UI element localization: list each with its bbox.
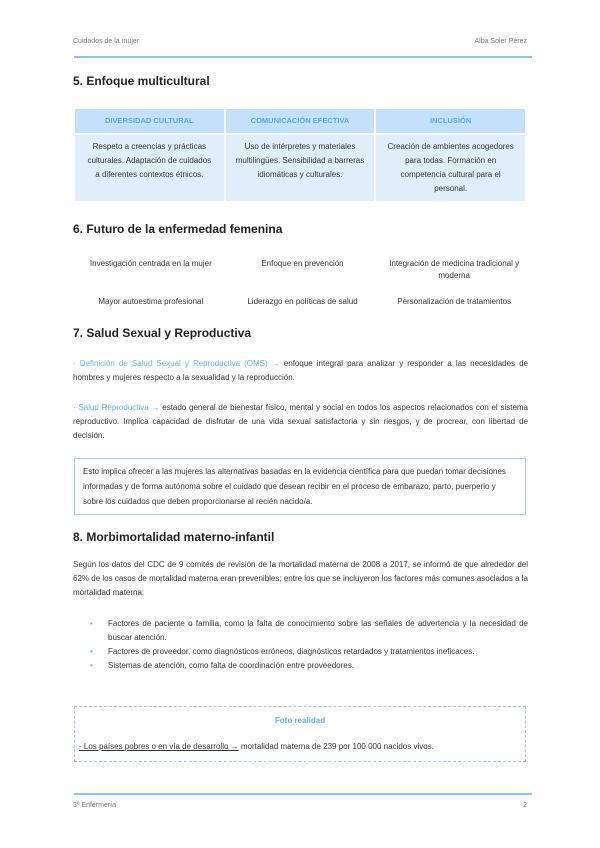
definition-text: enfoque integral para analizar y responder a las necesidades de hombres y mujeres respecto a la sexualidad y la reproducción. <box>73 359 528 382</box>
foto-line <box>75 742 525 751</box>
footer-rule <box>74 793 532 795</box>
future-item: Investigación centrada en la mujer <box>89 259 212 268</box>
section-6-title: 6. Futuro de la enfermedad femenina <box>73 222 283 236</box>
page-number: 2 <box>523 802 527 809</box>
foto-realidad-box <box>74 706 526 762</box>
page-header <box>73 38 527 45</box>
table-header: COMUNICACIÓN EFECTIVA <box>226 109 375 133</box>
table-header: INCLUSIÓN <box>376 109 525 133</box>
foto-text: mortalidad materna de 239 por 100 000 nacidos vivos. <box>238 742 434 751</box>
section-8-title: 8. Morbimortalidad materno-infantil <box>73 530 275 544</box>
definition-paragraph <box>73 357 528 385</box>
table-cell: Respeto a creencias y prácticas culturales. Adaptación de cuidados a diferentes contextos étnicos. <box>75 135 224 201</box>
reproductive-term: · Salud Reproductiva → <box>73 403 160 412</box>
factors-list <box>90 617 528 673</box>
list-item: • Sistemas de atención, como falta de coordinación entre proveedores. <box>90 659 528 673</box>
future-item: Enfoque en prevención <box>261 259 344 268</box>
header-author: Alba Soler Pérez <box>474 38 527 45</box>
section-5-title: 5. Enfoque multicultural <box>73 74 210 88</box>
reproductive-text: estado general de bienestar físico, mental y social en todos los aspectos relacionados con el sistema reproductivo. Implica capacidad de disfrutar de una vida sexual satisfactoria y sin riesgos, y de procrear, con libertad de decisión. <box>73 403 529 440</box>
table-cell: Creación de ambientes acogedores para todas. Formación en competencia cultural para el personal. <box>376 135 525 201</box>
multicultural-table <box>75 109 525 201</box>
highlight-box: Esto implica ofrecer a las mujeres las alternativas basadas en la evidencia científica para que puedan tomar decisiones informadas y de forma autónoma sobre el cuidado que desean recibir en el proceso de embarazo, parto, puerperio y sobre los cuidados que deben proporcionarse al recién nacido/a. <box>74 458 526 515</box>
header-rule <box>74 56 532 58</box>
future-item: Personalización de tratamientos <box>397 297 512 306</box>
definition-term: · Definición de Salud Sexual y Reproductiva (OMS) → <box>73 359 280 368</box>
header-course: Cuidados de la mujer <box>73 38 140 45</box>
future-item: Integración de medicina tradicional y moderna <box>389 259 520 280</box>
foto-term: - Los países pobres o en vía de desarrollo → <box>79 742 239 751</box>
future-item: Liderazgo en políticas de salud <box>247 297 358 306</box>
future-item: Mayor autoestima profesional <box>98 297 204 306</box>
table-cell: Uso de intérpretes y materiales multilingües. Sensibilidad a barreras idiomáticas y culturales. <box>226 135 375 201</box>
list-item: • Factores de paciente o familia, como la falta de conocimiento sobre las señales de advertencia y la necesidad de buscar atención. <box>90 617 528 645</box>
page-footer <box>73 802 527 809</box>
table-header: DIVERSIDAD CULTURAL <box>75 109 224 133</box>
list-item: • Factores de proveedor, como diagnósticos erróneos, diagnósticos retardados y tratamientos ineficaces. <box>90 645 528 659</box>
foto-title: Foto realidad <box>274 716 326 725</box>
section-7-title: 7. Salud Sexual y Reproductiva <box>73 326 252 340</box>
future-grid <box>75 258 530 308</box>
intro-paragraph: Según los datos del CDC de 9 comités de revisión de la mortalidad materna de 2008 a 2017, se informó de que alrededor del 62% de los casos de mortalidad materna eran prevenibles; entre los que se incluyeron los factores más comunes asociados a la mortalidad materna: <box>73 560 528 597</box>
reproductive-paragraph <box>73 401 528 443</box>
footer-course: 3º Enfermería <box>73 802 117 809</box>
